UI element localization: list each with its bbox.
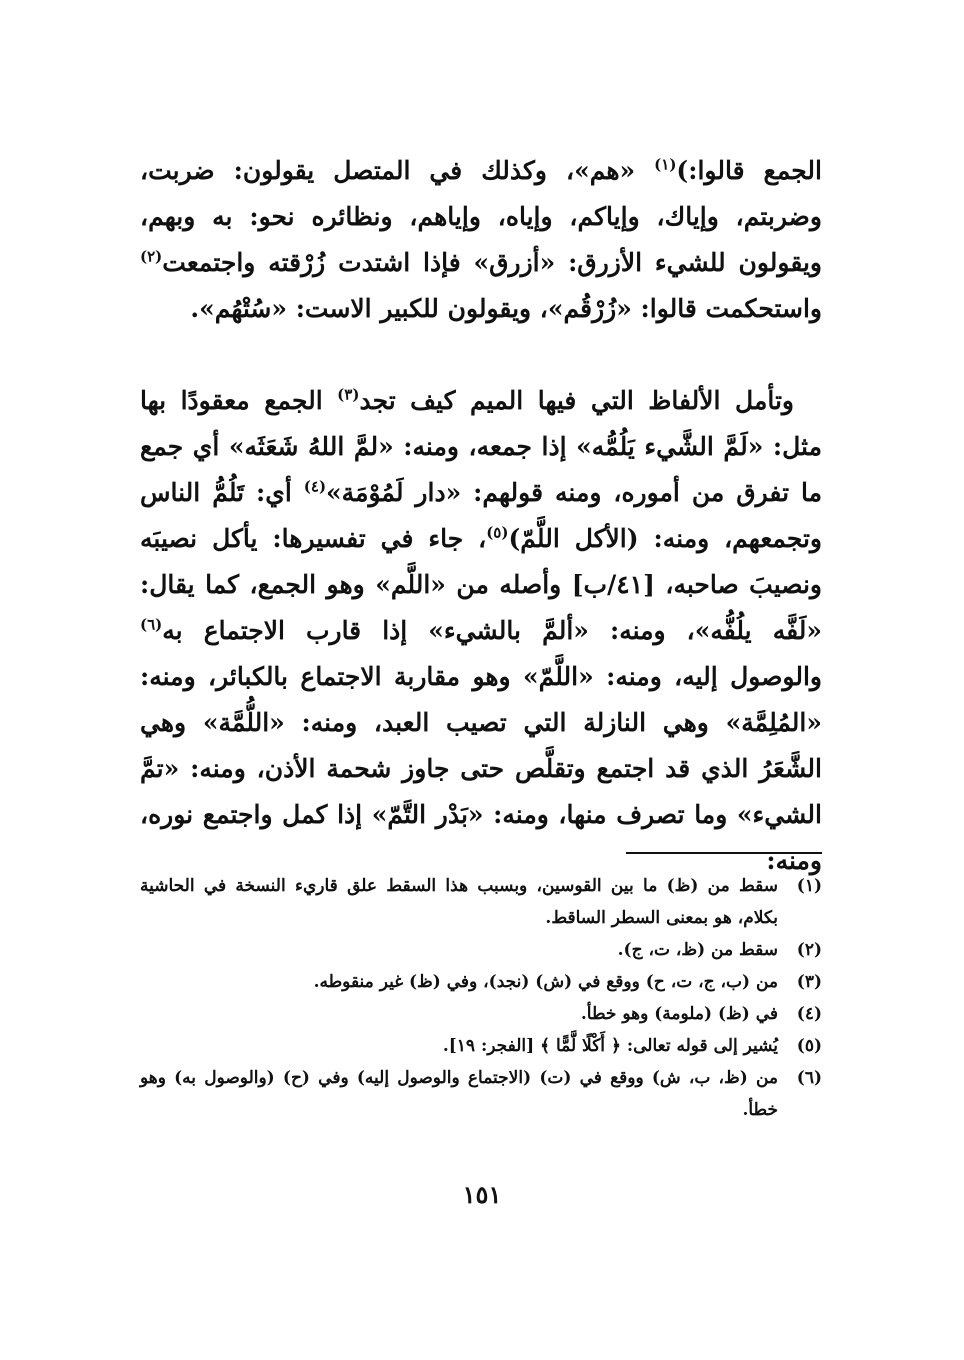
footnote-text: في (ظ) (ملومة) وهو خطأ. — [580, 1004, 778, 1024]
footnote-text: من (ظ، ب، ش) ووقع في (ت) (الاجتماع والوصول إليه) وفي (ح) (والوصول به) وهو خطأ. — [140, 1068, 778, 1120]
para2-text-b: الجمع معقودًا بها مثل: «لَمَّ الشَّيء يَلُمُّه» إذا جمعه، ومنه: «لمَّ اللهُ شَعَثَه» أي جمع ما تفرق من أموره، ومنه قولهم: «دار لَمُوْمَة» — [140, 386, 823, 507]
footnote-item — [140, 1030, 822, 1062]
para2-text-e: والوصول إليه، ومنه: «اللَّمّ» وهو مقاربة الاجتماع بالكبائر، ومنه: «المُلِمَّة» وهي النازلة التي تصيب العبد، ومنه: «اللُّمَّة» وهي الشَّعَرُ الذي قد اجتمع وتقلَّص حتى جاوز شحمة الأذن، ومنه: «تمَّ الشيء» وما تصرف منها، ومنه: «بَدْر التَّمّ» إذا كمل واجتمع نوره، ومنه: — [140, 662, 822, 875]
footnote-number: (٤) — [796, 1004, 822, 1024]
footnote-text: من (ب، ج، ت، ح) ووقع في (ش) (نجد)، وفي (ظ) غير منقوطه. — [313, 972, 778, 992]
footnote-item — [140, 934, 822, 966]
footnote-number: (٣) — [796, 972, 822, 992]
footnote-number: (٢) — [796, 940, 822, 960]
para1-text-c: واستحكمت قالوا: «زُرْقُم»، ويقولون للكبير الاست: «سُتْهُم». — [190, 294, 822, 323]
footnote-ref-4[interactable]: (٤) — [303, 477, 327, 496]
para1-text-b: «هم»، وكذلك في المتصل يقولون: ضربت، وضربتم، وإياك، وإياكم، وإياه، وإياهم، ونظائره نحو: به وبهم، ويقولون للشيء الأزرق: «أزرق» فإذا اشتدت زُرْقته واجتمعت — [140, 156, 822, 277]
main-paragraph-2 — [140, 378, 822, 884]
footnote-item — [140, 998, 822, 1030]
footnotes-list — [140, 870, 822, 1126]
footnote-ref-1[interactable]: (١) — [654, 155, 677, 174]
footnote-item — [140, 1062, 822, 1126]
para2-text-c: أي: تَلُمُّ الناس وتجمعهم، ومنه: (الأكل اللَّمّ) — [140, 478, 823, 553]
footnote-item — [140, 966, 822, 998]
footnote-number: (١) — [796, 876, 822, 896]
footnote-ref-5[interactable]: (٥) — [486, 523, 509, 542]
para2-text-a: وتأمل الألفاظ التي فيها الميم كيف تجد — [359, 386, 794, 415]
footnote-text: يُشير إلى قوله تعالى: ﴿ أَكْلًا لَّمًّا ﴾ [الفجر: ١٩]. — [442, 1036, 778, 1056]
footnote-text: سقط من (ظ، ت، ج). — [617, 940, 778, 960]
para2-text-d: ، جاء في تفسيرها: يأكل نصيبَه ونصيبَ صاحبه، [٤١/ب] وأصله من «اللَّم» وهو الجمع، كما يقال: «لَفَّه يلُفُّه»، ومنه: «ألمَّ بالشيء» إذا قارب الاجتماع به — [140, 524, 822, 645]
footnote-ref-2[interactable]: (٢) — [140, 247, 163, 266]
footnote-number: (٥) — [796, 1036, 822, 1056]
footnote-text: سقط من (ظ) ما بين القوسين، وبسبب هذا السقط علق قاريء النسخة في الحاشية بكلام، هو بمعنى السطر الساقط. — [140, 876, 778, 928]
main-paragraph-1 — [140, 148, 822, 332]
footnote-ref-3[interactable]: (٣) — [337, 385, 360, 404]
footnote-ref-6[interactable]: (٦) — [140, 615, 163, 634]
footnote-item — [140, 870, 822, 934]
footnote-separator — [626, 852, 822, 854]
page-number: ١٥١ — [462, 1180, 502, 1209]
footnote-number: (٦) — [796, 1068, 822, 1088]
para1-text-a: الجمع قالوا:) — [676, 156, 822, 185]
